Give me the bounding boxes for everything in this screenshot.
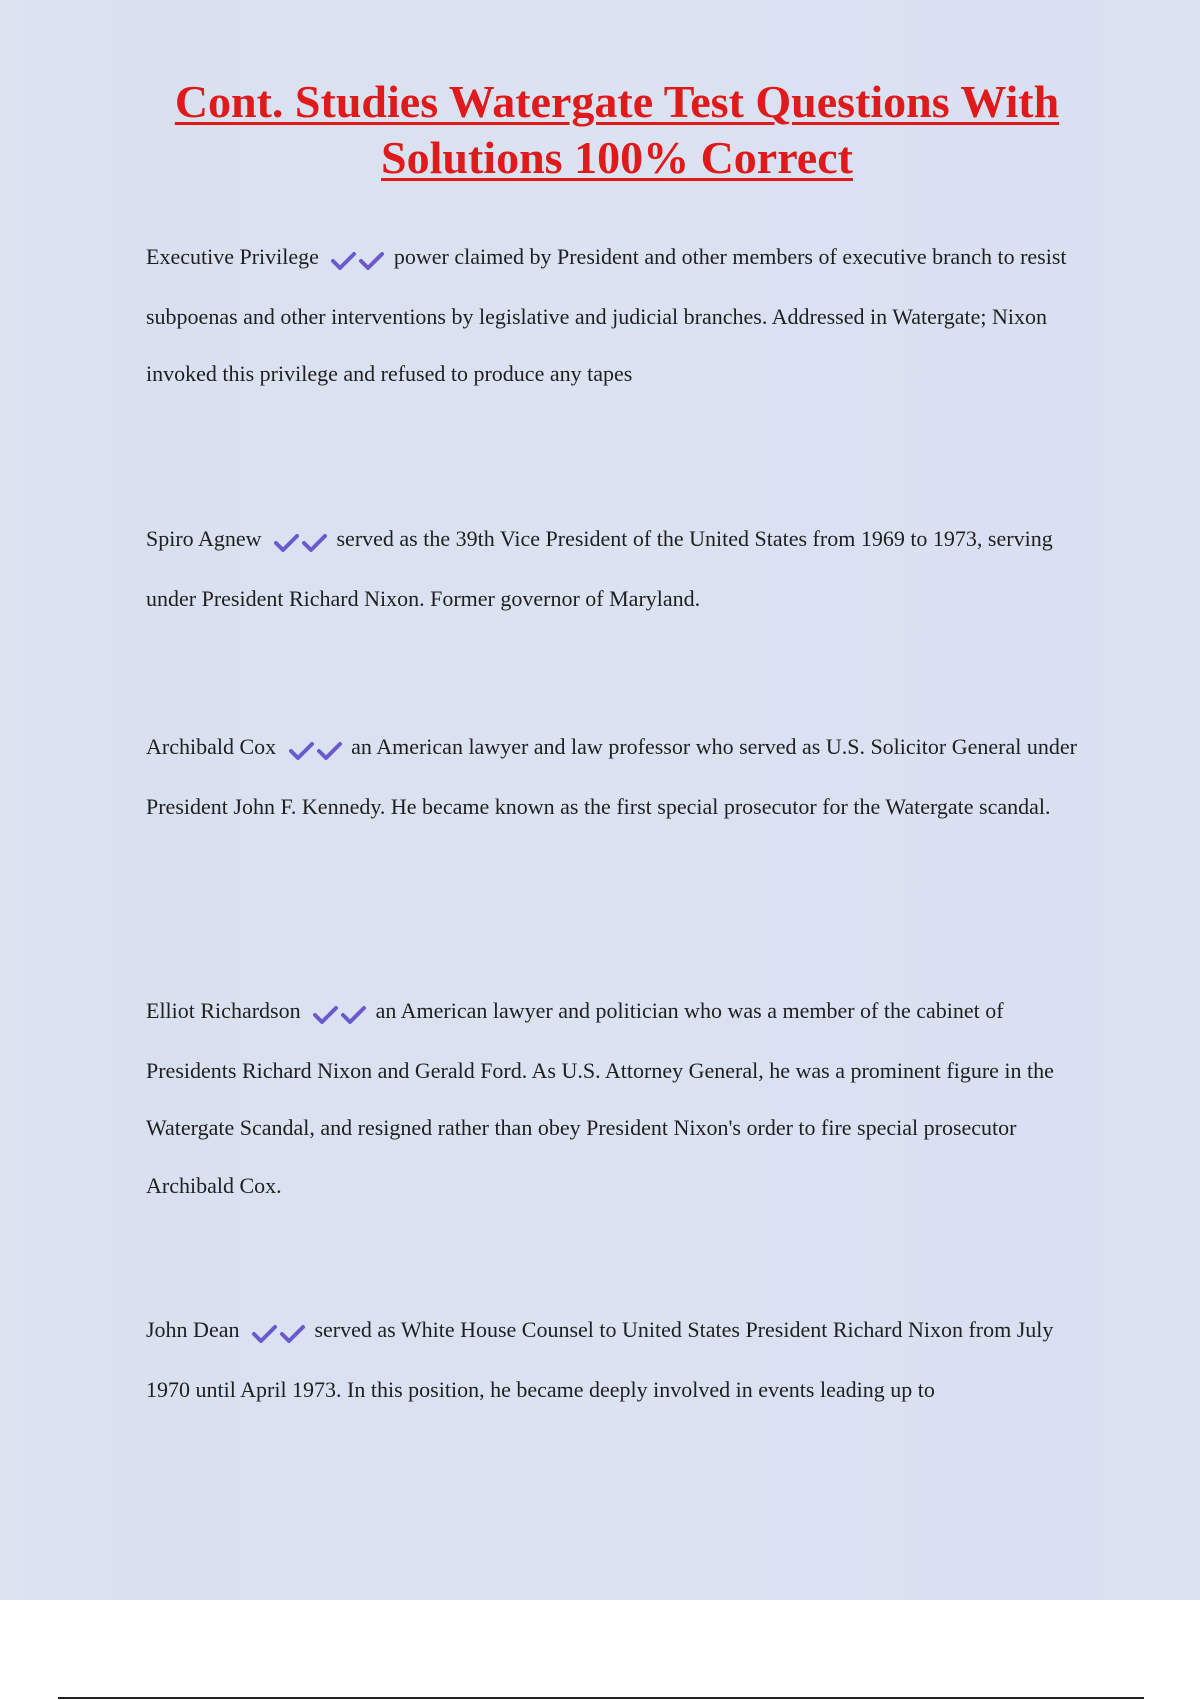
check-icon [273,533,301,553]
check-icon [316,741,344,761]
check-icon [251,1324,279,1344]
qa-item [146,1301,1096,1418]
answer-checkmarks [288,720,344,778]
check-icon [312,1005,340,1025]
qa-item [146,228,1096,403]
answer-checkmarks [330,230,386,288]
check-icon [340,1005,368,1025]
footer-divider [58,1697,1144,1699]
qa-definition: power claimed by President and other members of executive branch to resist subpoenas and other interventions by legislative and judicial branches. Addressed in Watergate; Nixon invoked this privilege and refused to produce any tapes [146,244,1067,386]
document-title: Cont. Studies Watergate Test Questions With Solutions 100% Correct [174,76,1060,183]
qa-item [146,982,1096,1214]
qa-term: Spiro Agnew [146,526,262,551]
qa-item [146,510,1096,627]
qa-definition: an American lawyer and politician who was a member of the cabinet of Presidents Richard Nixon and Gerald Ford. As U.S. Attorney General, he was a prominent figure in the Watergate Scandal, and resigned rather than obey President Nixon's order to fire special prosecutor Archibald Cox. [146,998,1054,1198]
check-icon [301,533,329,553]
check-icon [358,251,386,271]
qa-definition: served as the 39th Vice President of the United States from 1969 to 1973, serving under President Richard Nixon. Former governor of Maryland. [146,526,1053,611]
check-icon [330,251,358,271]
qa-definition: an American lawyer and law professor who served as U.S. Solicitor General under President John F. Kennedy. He became known as the first special prosecutor for the Watergate scandal. [146,734,1077,819]
qa-item [146,718,1096,835]
answer-checkmarks [273,512,329,570]
check-icon [288,741,316,761]
qa-term: John Dean [146,1317,240,1342]
check-icon [279,1324,307,1344]
qa-term: Elliot Richardson [146,998,301,1023]
qa-definition: served as White House Counsel to United States President Richard Nixon from July 1970 until April 1973. In this position, he became deeply involved in events leading up to [146,1317,1054,1402]
qa-term: Executive Privilege [146,244,319,269]
answer-checkmarks [312,984,368,1042]
qa-term: Archibald Cox [146,734,277,759]
answer-checkmarks [251,1303,307,1361]
